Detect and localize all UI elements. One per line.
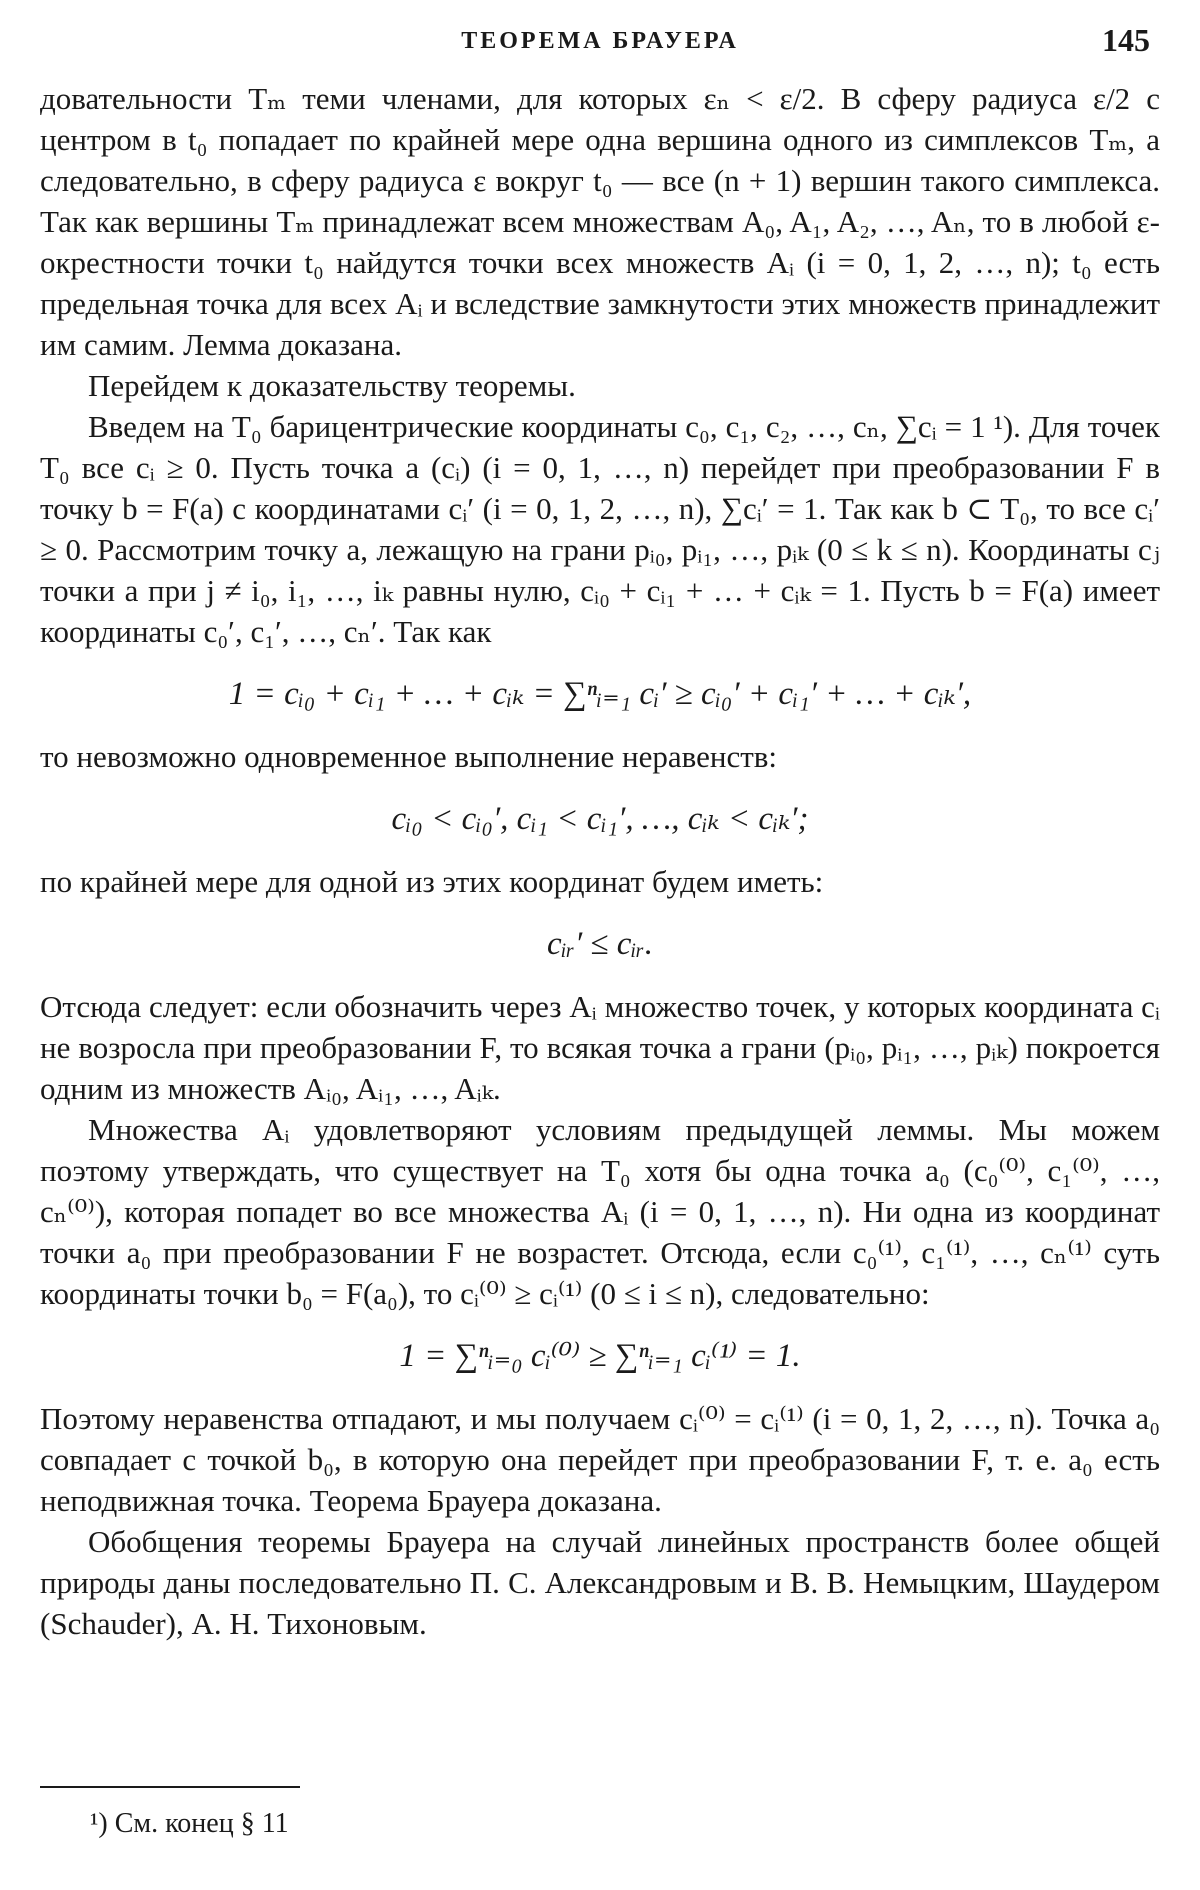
running-title: ТЕОРЕМА БРАУЕРА [461,28,739,54]
footnote: ¹) См. конец § 11 [90,1808,289,1839]
body-text [40,78,1160,1644]
paragraph-lemma-end: довательности Tₘ теми членами, для которых εₙ < ε/2. В сферу радиуса ε/2 с центром в t₀ попадает по крайней мере одна вершина одного из симплексов Tₘ, а следовательно, в сферу радиуса ε вокруг t₀ — все (n + 1) вершин такого симплекса. Так как вершины Tₘ принадлежат всем множествам A₀, A₁, A₂, …, Aₙ, то в любой ε-окрестности точки t₀ найдутся точки всех множеств Aᵢ (i = 0, 1, 2, …, n); t₀ есть предельная точка для всех Aᵢ и вследствие замкнутости этих множеств принадлежит им самим. Лемма доказана. [40,81,1160,362]
formula-inequalities: cᵢ₀ < cᵢ₀′, cᵢ₁ < cᵢ₁′, …, cᵢₖ < cᵢₖ′; [391,801,809,837]
running-header [40,22,1160,72]
paragraph-coordinates: Введем на T₀ барицентрические координаты c₀, c₁, c₂, …, cₙ, ∑cᵢ = 1 ¹). Для точек T₀ все cᵢ ≥ 0. Пусть точка a (cᵢ) (i = 0, 1, …, n) перейдет при преобразовании F в точку b = F(a) с координатами cᵢ′ (i = 0, 1, 2, …, n), ∑cᵢ′ = 1. Так как b ⊂ T₀, то все cᵢ′ ≥ 0. Рассмотрим точку a, лежащую на грани pᵢ₀, pᵢ₁, …, pᵢₖ (0 ≤ k ≤ n). Координаты cⱼ точки a при j ≠ i₀, i₁, …, iₖ равны нулю, cᵢ₀ + cᵢ₁ + … + cᵢₖ = 1. Пусть b = F(a) имеет координаты c₀′, c₁′, …, cₙ′. Так как [40,409,1160,649]
paragraph-impossible: то невозможно одновременное выполнение неравенств: [40,739,778,774]
paragraph-at-least-one: по крайней мере для одной из этих координат будем иметь: [40,864,824,899]
paragraph-lemma-application: Множества Aᵢ удовлетворяют условиям предыдущей леммы. Мы можем поэтому утверждать, что существует на T₀ хотя бы одна точка a₀ (c₀⁽⁰⁾, c₁⁽⁰⁾, …, cₙ⁽⁰⁾), которая попадет во все множества Aᵢ (i = 0, 1, …, n). Ни одна из координат точки a₀ при преобразовании F не возрастет. Отсюда, если c₀⁽¹⁾, c₁⁽¹⁾, …, cₙ⁽¹⁾ суть координаты точки b₀ = F(a₀), то cᵢ⁽⁰⁾ ≥ cᵢ⁽¹⁾ (0 ≤ i ≤ n), следовательно: [40,1112,1160,1311]
formula-sum-equality: 1 = ∑ⁿᵢ₌₀ cᵢ⁽⁰⁾ ≥ ∑ⁿᵢ₌₁ cᵢ⁽¹⁾ = 1. [399,1338,801,1374]
paragraph-generalizations: Обобщения теоремы Брауера на случай линейных пространств более общей природы даны последовательно П. С. Александровым и В. В. Немыцким, Шаудером (Schauder), А. Н. Тихоновым. [40,1524,1160,1641]
formula-coordinate-le: cᵢᵣ′ ≤ cᵢᵣ. [546,926,654,962]
paragraph-sets-definition: Отсюда следует: если обозначить через Aᵢ множество точек, у которых координата cᵢ не возросла при преобразовании F, то всякая точка a грани (pᵢ₀, pᵢ₁, …, pᵢₖ) покроется одним из множеств Aᵢ₀, Aᵢ₁, …, Aᵢₖ. [40,989,1160,1106]
formula-sum-inequality: 1 = cᵢ₀ + cᵢ₁ + … + cᵢₖ = ∑ⁿᵢ₌₁ cᵢ′ ≥ cᵢ₀′ + cᵢ₁′ + … + cᵢₖ′, [228,676,972,712]
paragraph-conclusion: Поэтому неравенства отпадают, и мы получаем cᵢ⁽⁰⁾ = cᵢ⁽¹⁾ (i = 0, 1, 2, …, n). Точка a₀ совпадает с точкой b₀, в которую она перейдет при преобразовании F, т. е. a₀ есть неподвижная точка. Теорема Брауера доказана. [40,1401,1160,1518]
paragraph-proof-start: Перейдем к доказательству теоремы. [88,368,576,403]
page-number: 145 [1102,22,1150,58]
footnote-divider [40,1786,300,1788]
